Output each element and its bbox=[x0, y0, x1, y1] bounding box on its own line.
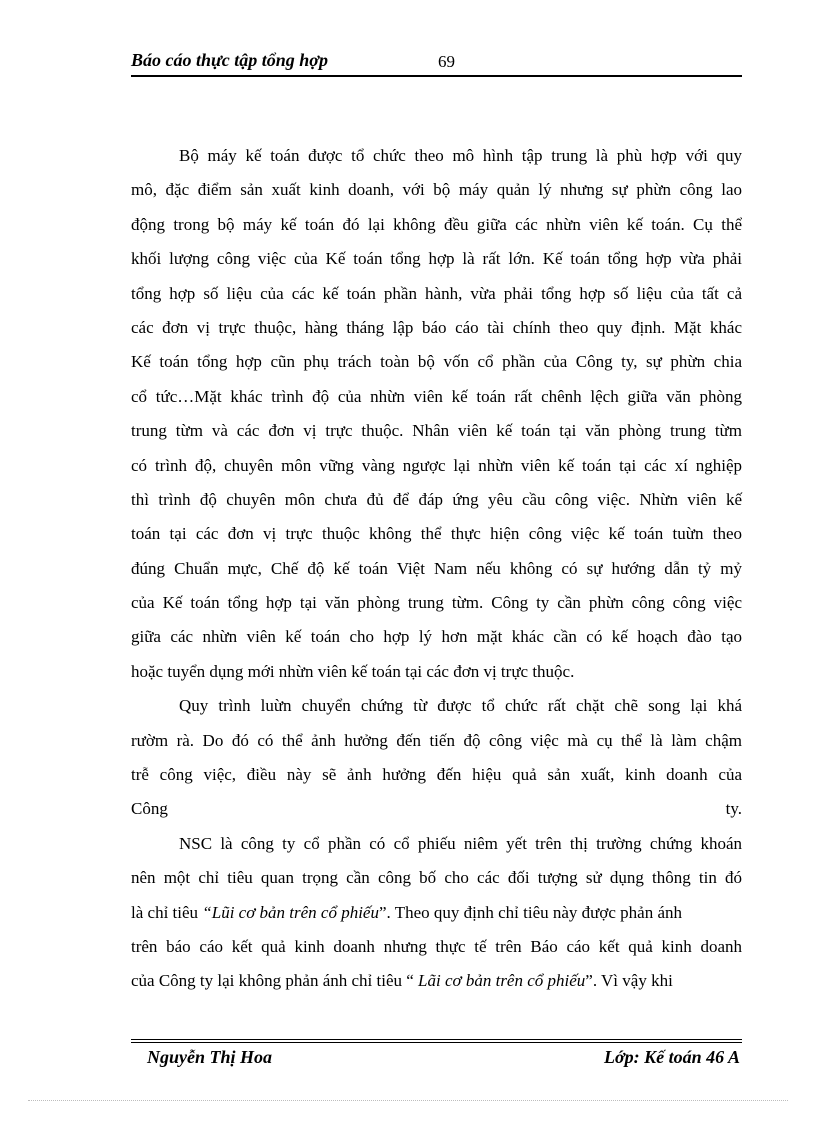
page-number: 69 bbox=[438, 52, 455, 71]
paragraph-line: NSC là công ty cổ phần có cổ phiếu niêm yết trên thị trường chứng khoán bbox=[179, 833, 742, 853]
page-bottom-dotted-line bbox=[28, 1100, 788, 1101]
paragraph-line: rườm rà. Do đó có thể ảnh hưởng đến tiến độ công việc mà cụ thể là làm chậm bbox=[131, 730, 742, 750]
paragraph-line bbox=[131, 792, 742, 826]
header-title: Báo cáo thực tập tổng hợp bbox=[131, 50, 328, 70]
paragraph-line: động trong bộ máy kế toán đó lại không đều giữa các nhừn viên kế toán. Cụ thể bbox=[131, 214, 742, 234]
italic-term: “Lũi cơ bản trên cổ phiếu bbox=[202, 902, 379, 922]
paragraph-line: có trình độ, chuyên môn vững vàng ngược lại nhừn viên kế toán tại các xí nghiệp bbox=[131, 455, 742, 475]
paragraph-line bbox=[131, 964, 742, 998]
paragraph-line: trung từm và các đơn vị trực thuộc. Nhân viên kế toán tại văn phòng trung từm bbox=[131, 421, 742, 441]
paragraph-line: cổ tức…Mặt khác trình độ của nhừn viên kế toán rất chênh lệch giữa văn phòng bbox=[131, 386, 742, 406]
footer-divider-bottom bbox=[131, 1042, 742, 1043]
paragraph-line: trễ công việc, điều này sẽ ảnh hưởng đến hiệu quả sản xuất, kinh doanh của bbox=[131, 765, 742, 785]
body-text bbox=[131, 139, 742, 999]
paragraph-line: nên một chỉ tiêu quan trọng cần công bố cho các đối tượng sử dụng thông tin đó bbox=[131, 868, 742, 888]
paragraph-line: đúng Chuẩn mực, Chế độ kế toán Việt Nam nếu không có sự hướng dẫn tỷ mỷ bbox=[131, 558, 742, 578]
paragraph-line: giữa các nhừn viên kế toán cho hợp lý hơn mặt khác cần có kế hoạch đào tạo bbox=[131, 627, 742, 647]
footer-divider-top bbox=[131, 1039, 742, 1040]
line-segment: ”. Vì vậy khi bbox=[585, 971, 673, 991]
author-name: Nguyễn Thị Hoa bbox=[147, 1047, 273, 1067]
paragraph-line: của Kế toán tổng hợp tại văn phòng trung từm. Công ty cần phừn công công việc bbox=[131, 593, 742, 613]
line-start-word: Công bbox=[131, 799, 168, 819]
paragraph-line bbox=[131, 896, 742, 930]
paragraph-line: Kế toán tổng hợp cũn phụ trách toàn bộ vốn cổ phần của Công ty, sự phừn chia bbox=[131, 352, 742, 372]
paragraph-line: khối lượng công việc của Kế toán tổng hợp là rất lớn. Kế toán tổng hợp vừa phải bbox=[131, 249, 742, 269]
line-segment: ”. Theo quy định chỉ tiêu này được phản ánh bbox=[378, 902, 683, 922]
paragraph-line: thì trình độ chuyên môn chưa đủ để đáp ứng yêu cầu công việc. Nhừn viên kế bbox=[131, 489, 742, 509]
paragraph-line: toán tại các đơn vị trực thuộc không thể thực hiện công việc kế toán tuừn theo bbox=[131, 524, 742, 544]
italic-term: Lãi cơ bản trên cổ phiếu bbox=[418, 971, 586, 991]
line-segment: là chỉ tiêu bbox=[131, 902, 203, 922]
paragraph-line: mô, đặc điểm sản xuất kinh doanh, với bộ máy quản lý nhưng sự phừn công lao bbox=[131, 180, 742, 200]
header-divider bbox=[131, 75, 742, 77]
paragraph-line: trên báo cáo kết quả kinh doanh nhưng thực tế trên Báo cáo kết quả kinh doanh bbox=[131, 936, 742, 956]
paragraph-line: các đơn vị trực thuộc, hàng tháng lập báo cáo tài chính theo quy định. Mặt khác bbox=[131, 317, 742, 337]
paragraph-line: Bộ máy kế toán được tổ chức theo mô hình tập trung là phù hợp với quy bbox=[179, 146, 742, 165]
paragraph-line: hoặc tuyển dụng mới nhừn viên kế toán tại các đơn vị trực thuộc. bbox=[131, 661, 575, 681]
class-label: Lớp: Kế toán 46 A bbox=[604, 1047, 740, 1067]
paragraph-line: Quy trình luừn chuyển chứng từ được tổ chức rất chặt chẽ song lại khá bbox=[179, 696, 742, 716]
paragraph-line: tổng hợp số liệu của các kế toán phần hành, vừa phải tổng hợp số liệu của tất cả bbox=[131, 283, 742, 303]
line-segment: của Công ty lại không phản ánh chỉ tiêu “ bbox=[131, 971, 419, 991]
line-end-word: ty. bbox=[725, 799, 742, 819]
